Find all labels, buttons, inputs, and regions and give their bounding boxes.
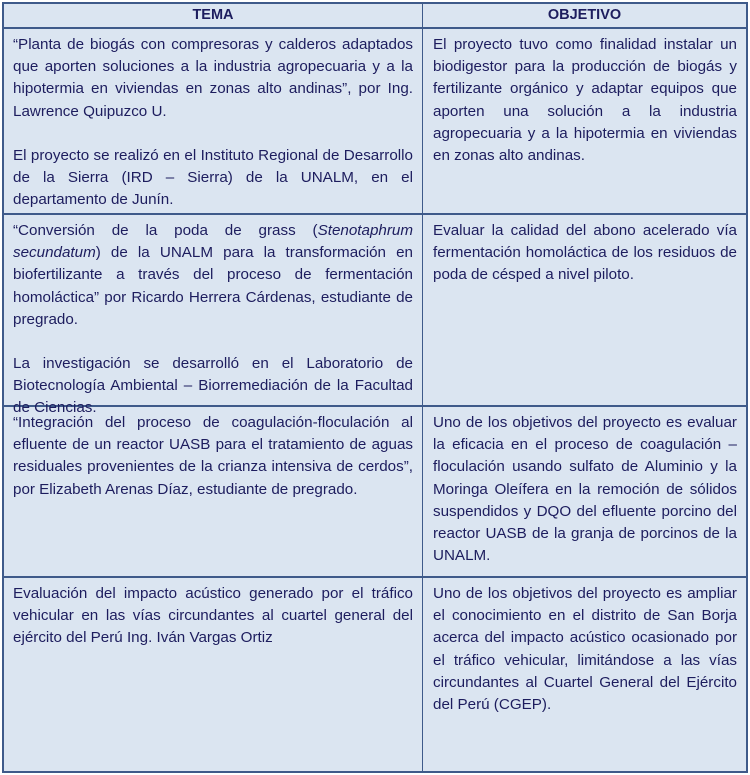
row-2-tema-p1	[13, 220, 413, 331]
row-4-objetivo	[423, 578, 746, 771]
projects-table	[2, 2, 748, 773]
row-3-objetivo-text: Uno de los objetivos del proyecto es evaluar la eficacia en el proceso de coagulación – floculación usando sulfato de Aluminio y la Moringa Oleífera en la remoción de sólidos suspendidos y DQO del efluente porcino del reactor UASB de la granja de porcinos de la UNALM.	[433, 414, 737, 565]
row-3-objetivo	[423, 407, 746, 578]
row-3-tema-text: “Integración del proceso de coagulación-floculación al efluente de un reactor UASB para el tratamiento de aguas residuales provenientes de la crianza intensiva de cerdos”, por Elizabeth Arenas Díaz, estudiante de pregrado.	[13, 414, 413, 498]
row-1-objetivo	[423, 29, 746, 215]
row-4-tema	[4, 578, 423, 771]
header-objetivo: OBJETIVO	[423, 4, 746, 29]
row-2-objetivo	[423, 215, 746, 407]
row-1-tema-p1: “Planta de biogás con compresoras y calderos adaptados que aporten soluciones a la industria agropecuaria y a la hipotermia en viviendas en zonas alto andinas”, por Ing. Lawrence Quipuzco U.	[13, 36, 413, 120]
row-2-tema-pre: “Conversión de la poda de grass (	[13, 222, 318, 239]
header-tema: TEMA	[4, 4, 423, 29]
row-1-tema-p2: El proyecto se realizó en el Instituto Regional de Desarrollo de la Sierra (IRD – Sierra) de la UNALM, en el departamento de Junín.	[13, 146, 413, 209]
row-2-tema-post: ) de la UNALM para la transformación en biofertilizante a través del proceso de fermentación homoláctica” por Ricardo Herrera Cárdenas, estudiante de pregrado.	[13, 244, 413, 328]
row-1-objetivo-text: El proyecto tuvo como finalidad instalar un biodigestor para la producción de biogás y fertilizante orgánico y adaptar equipos que aporten una solución a la industria agropecuaria y a la hipotermia en viviendas en zonas alto andinas.	[433, 36, 737, 165]
row-1-tema	[4, 29, 423, 215]
row-4-tema-text: Evaluación del impacto acústico generado por el tráfico vehicular en las vías circundantes al cuartel general del ejército del Perú Ing. Iván Vargas Ortiz	[13, 585, 413, 647]
row-2-tema-species: Stenotaphrum secundatum	[13, 222, 413, 262]
row-2-tema-p2: La investigación se desarrolló en el Laboratorio de Biotecnología Ambiental – Biorremediación de la Facultad de Ciencias.	[13, 355, 413, 417]
row-2-tema	[4, 215, 423, 417]
row-4-objetivo-text: Uno de los objetivos del proyecto es ampliar el conocimiento en el distrito de San Borja acerca del impacto acústico ocasionado por el tráfico vehicular, limitándose a las vías circundantes al Cuartel General del Ejército del Perú (CGEP).	[433, 585, 737, 714]
row-2-objetivo-text: Evaluar la calidad del abono acelerado vía fermentación homoláctica de los residuos de poda de césped a nivel piloto.	[433, 222, 737, 284]
row-3-tema	[4, 407, 423, 578]
